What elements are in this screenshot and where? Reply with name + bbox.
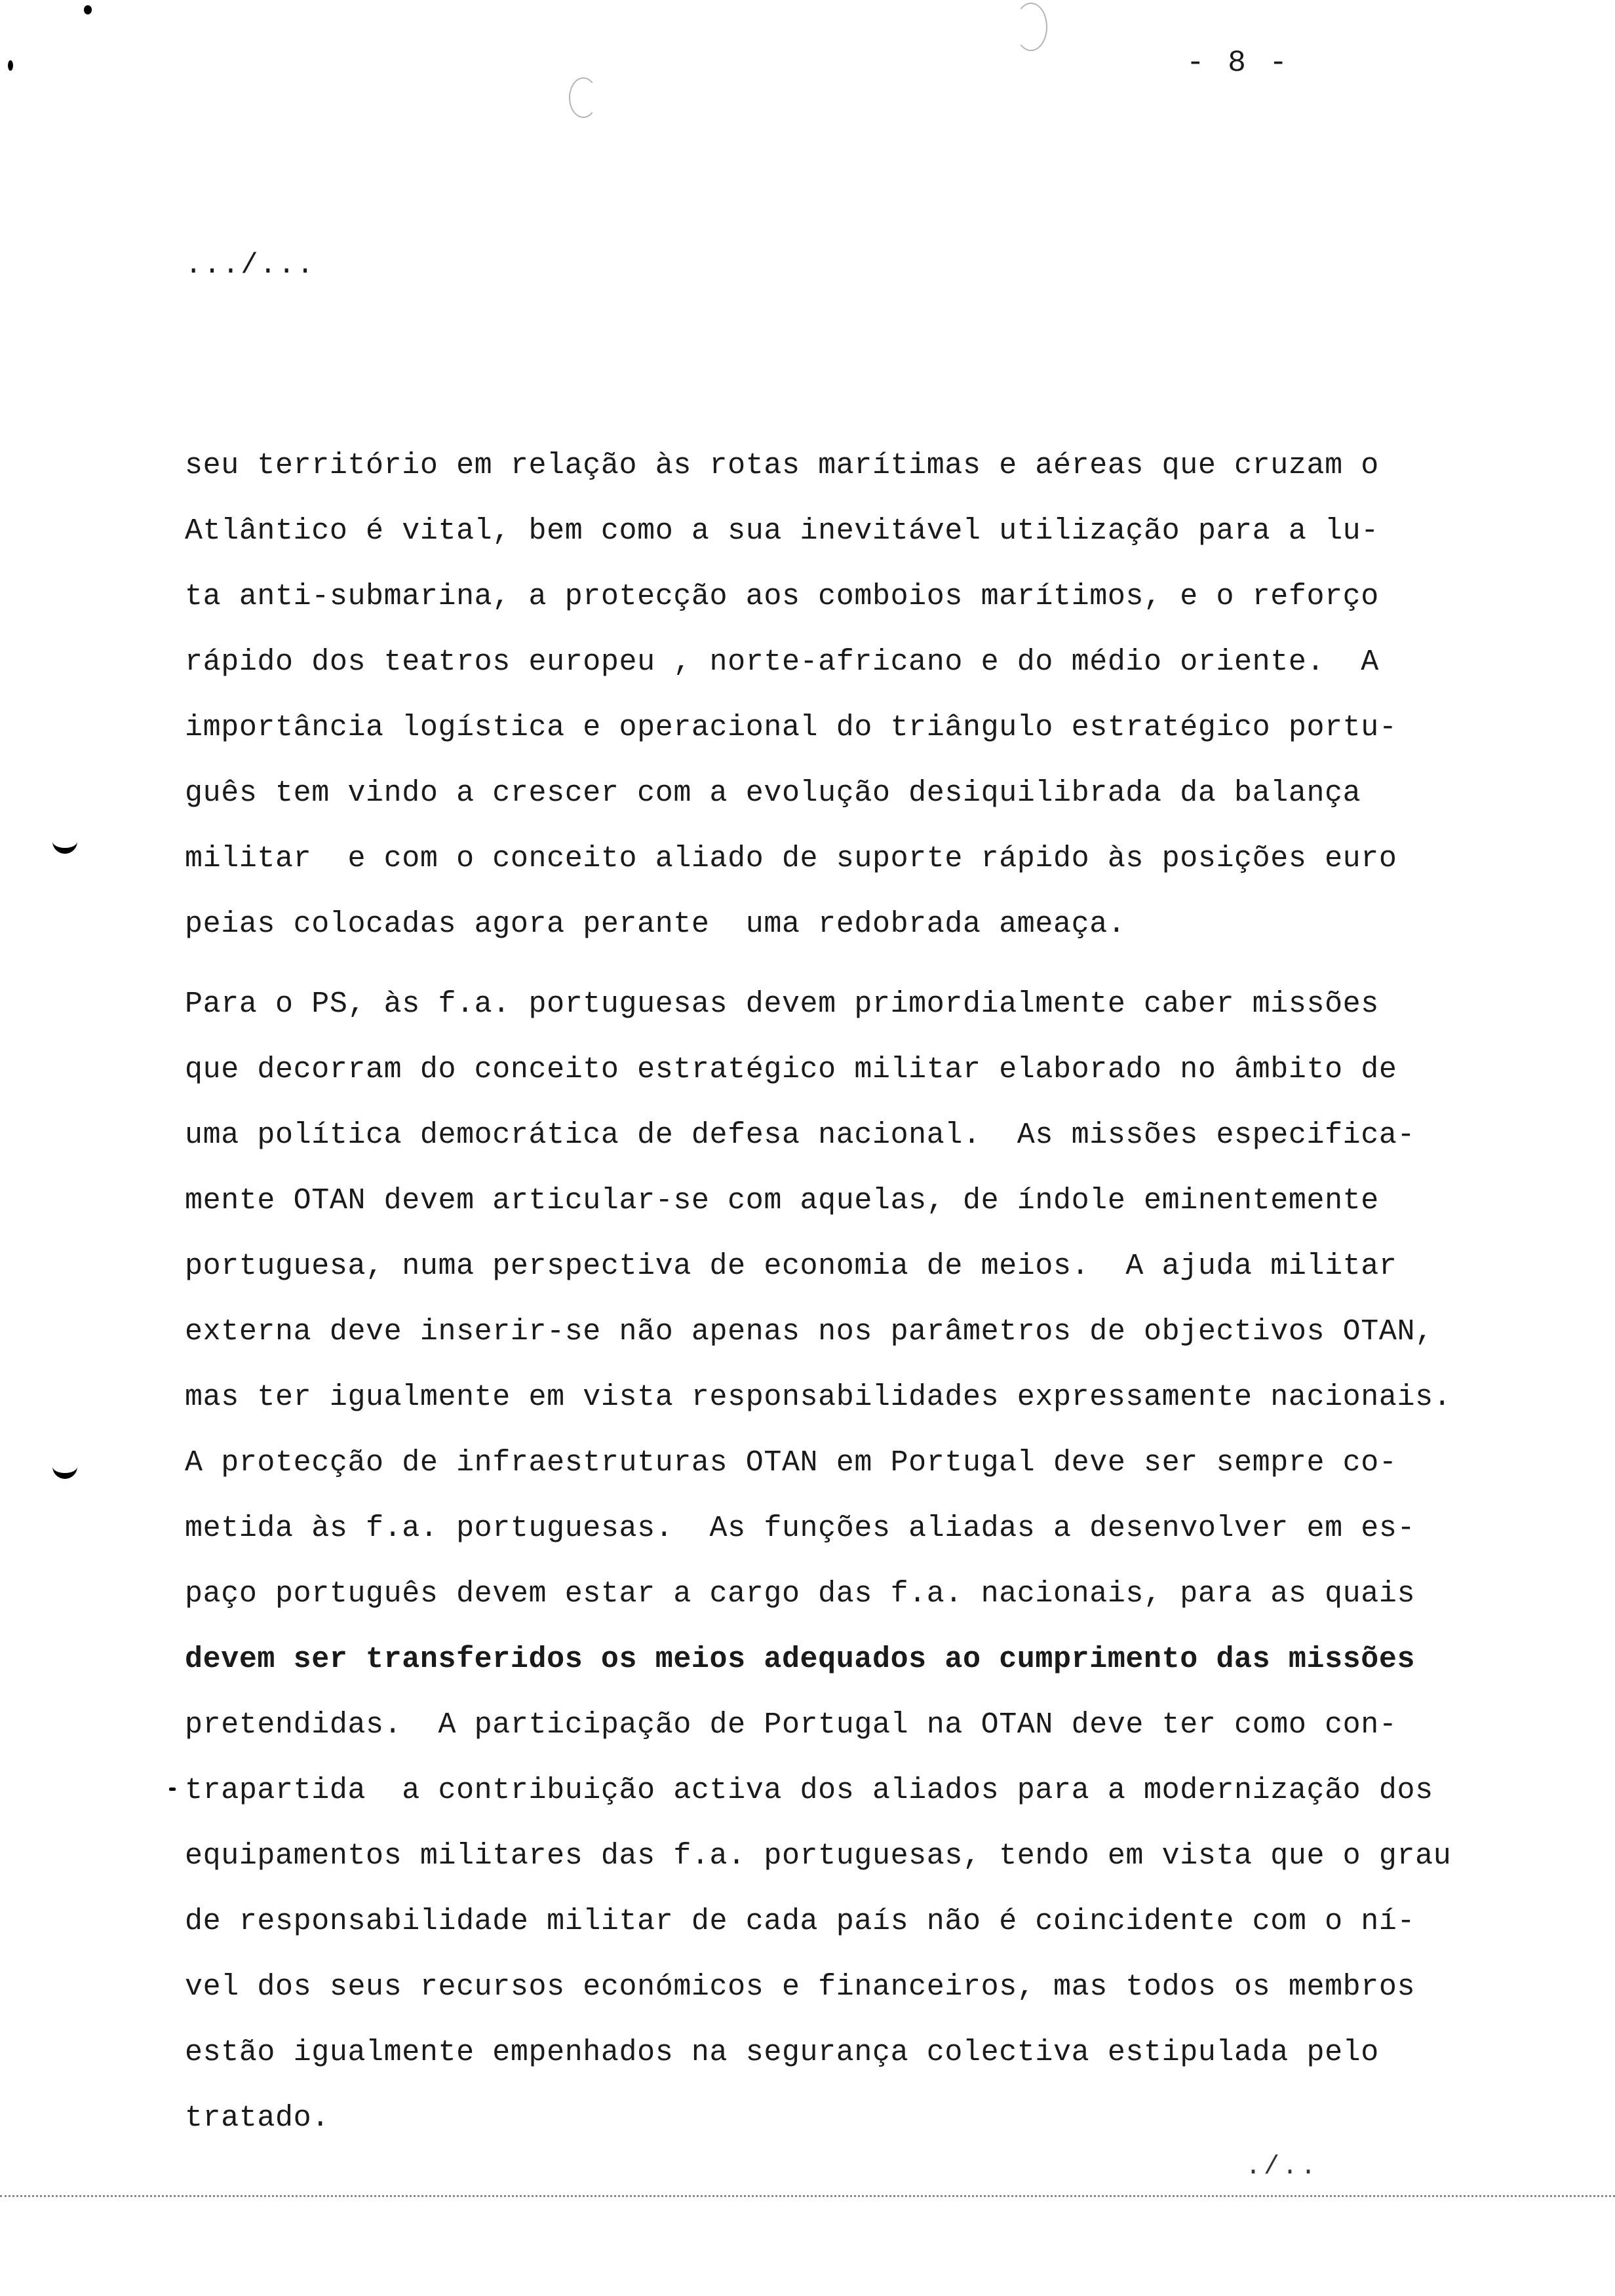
text-line: metida às f.a. portuguesas. As funções aliadas a desenvolver em es- (185, 1512, 1416, 1545)
text-line: seu território em relação às rotas marítimas e aéreas que cruzam o (185, 449, 1379, 482)
text-line: uma política democrática de defesa nacional. As missões especifica- (185, 1119, 1416, 1152)
text-line: equipamentos militares das f.a. portuguesas, tendo em vista que o grau (185, 1839, 1452, 1873)
text-line: mente OTAN devem articular-se com aquelas, de índole eminentemente (185, 1184, 1379, 1217)
scan-smudge (569, 77, 598, 118)
text-line: vel dos seus recursos económicos e financeiros, mas todos os membros (185, 1970, 1416, 2004)
margin-dash-mark (169, 1788, 176, 1791)
page-number: - 8 - (1186, 46, 1291, 80)
text-line: Para o PS, às f.a. portuguesas devem primordialmente caber missões (185, 987, 1379, 1021)
scan-speck (8, 60, 13, 71)
text-line: guês tem vindo a crescer com a evolução desiquilibrada da balança (185, 776, 1361, 810)
text-line: tratado. (185, 2101, 330, 2135)
margin-check-mark (52, 831, 77, 854)
continuation-marker-bottom: ./.. (1245, 2152, 1319, 2182)
scan-smudge (1015, 3, 1047, 51)
text-line: estão igualmente empenhados na segurança colectiva estipulada pelo (185, 2036, 1379, 2069)
page-bottom-edge (0, 2195, 1615, 2197)
text-line: Atlântico é vital, bem como a sua inevitável utilização para a lu- (185, 514, 1379, 548)
text-line: A protecção de infraestruturas OTAN em Portugal deve ser sempre co- (185, 1446, 1397, 1480)
text-line: paço português devem estar a cargo das f.a. nacionais, para as quais (185, 1577, 1416, 1611)
text-line: mas ter igualmente em vista responsabilidades expressamente nacionais. (185, 1381, 1452, 1414)
text-line: importância logística e operacional do triângulo estratégico portu- (185, 711, 1397, 744)
text-line: que decorram do conceito estratégico militar elaborado no âmbito de (185, 1053, 1397, 1086)
text-line: externa deve inserir-se não apenas nos parâmetros de objectivos OTAN, (185, 1315, 1433, 1349)
text-line: militar e com o conceito aliado de suporte rápido às posições euro (185, 842, 1397, 875)
text-line: pretendidas. A participação de Portugal na OTAN deve ter como con- (185, 1708, 1397, 1742)
text-line: portuguesa, numa perspectiva de economia de meios. A ajuda militar (185, 1250, 1397, 1283)
text-line: ta anti-submarina, a protecção aos comboios marítimos, e o reforço (185, 580, 1379, 613)
text-line: devem ser transferidos os meios adequados ao cumprimento das missões (185, 1643, 1416, 1676)
scan-speck (84, 5, 92, 14)
margin-check-mark (52, 1456, 77, 1479)
text-line: de responsabilidade militar de cada país não é coincidente com o ní- (185, 1905, 1416, 1938)
text-line: rápido dos teatros europeu , norte-africano e do médio oriente. A (185, 645, 1379, 679)
text-line: peias colocadas agora perante uma redobrada ameaça. (185, 908, 1126, 941)
text-line: trapartida a contribuição activa dos aliados para a modernização dos (185, 1774, 1433, 1807)
continuation-marker-top: .../... (185, 249, 315, 282)
